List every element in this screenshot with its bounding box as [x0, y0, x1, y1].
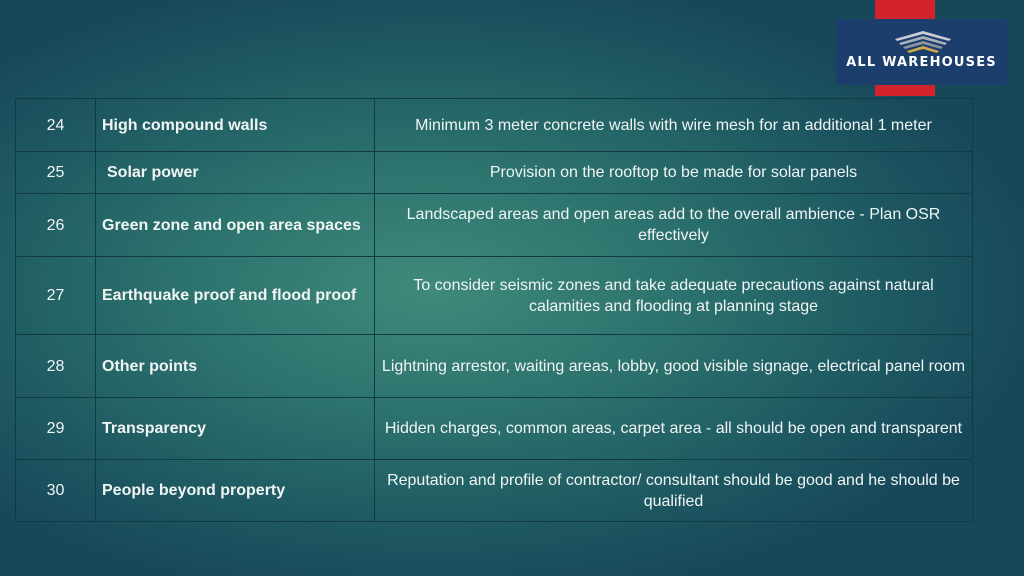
row-description: Minimum 3 meter concrete walls with wire mesh for an additional 1 meter	[375, 99, 973, 152]
table-row	[16, 335, 973, 398]
row-description: Lightning arrestor, waiting areas, lobby, good visible signage, electrical panel room	[375, 335, 973, 398]
row-description: Reputation and profile of contractor/ consultant should be good and he should be qualified	[375, 460, 973, 522]
row-number: 30	[16, 460, 96, 522]
table-row	[16, 194, 973, 257]
row-number: 27	[16, 257, 96, 335]
logo-red-stripe-top	[875, 0, 935, 19]
warehouse-roof-icon	[891, 29, 955, 55]
table-row	[16, 460, 973, 522]
row-number: 25	[16, 152, 96, 194]
logo-text: ALL WAREHOUSES	[846, 55, 997, 70]
warehouse-features-table	[15, 98, 973, 522]
table-row	[16, 152, 973, 194]
row-title: Transparency	[96, 398, 375, 460]
row-description: Provision on the rooftop to be made for solar panels	[375, 152, 973, 194]
row-title: High compound walls	[96, 99, 375, 152]
row-description: Hidden charges, common areas, carpet area - all should be open and transparent	[375, 398, 973, 460]
row-number: 26	[16, 194, 96, 257]
table-row	[16, 257, 973, 335]
row-title: People beyond property	[96, 460, 375, 522]
row-title: Other points	[96, 335, 375, 398]
row-title: Green zone and open area spaces	[96, 194, 375, 257]
row-description: To consider seismic zones and take adequate precautions against natural calamities and flooding at planning stage	[375, 257, 973, 335]
table-row	[16, 398, 973, 460]
row-number: 28	[16, 335, 96, 398]
table-row	[16, 99, 973, 152]
row-number: 29	[16, 398, 96, 460]
logo-red-stripe-bottom	[875, 85, 935, 96]
row-description: Landscaped areas and open areas add to the overall ambience - Plan OSR effectively	[375, 194, 973, 257]
row-title: Solar power	[96, 152, 375, 194]
company-logo	[836, 19, 1007, 85]
row-title: Earthquake proof and flood proof	[96, 257, 375, 335]
row-number: 24	[16, 99, 96, 152]
